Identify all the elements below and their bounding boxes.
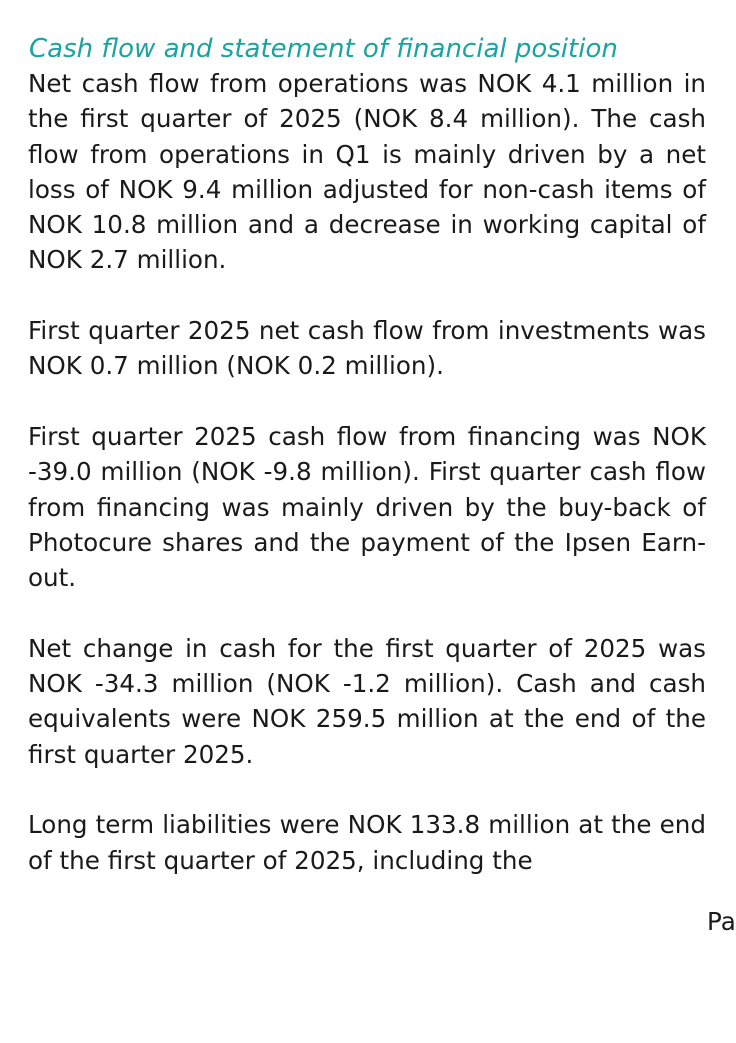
- section-body: [28, 66, 706, 878]
- paragraph-net-change-in-cash: Net change in cash for the first quarter of 2025 was NOK -34.3 million (NOK -1.2 million). Cash and cash equivalents were NOK 259.5 million at the end of the first quarter 2025.: [28, 633, 706, 769]
- paragraph-long-term-liabilities: Long term liabilities were NOK 133.8 million at the end of the first quarter of 2025, including the: [28, 810, 706, 875]
- paragraph-operations-cash-flow: Net cash flow from operations was NOK 4.1 million in the first quarter of 2025 (NOK 8.4 million). The cash flow from operations in Q1 is mainly driven by a net loss of NOK 9.4 million adjusted for non-cash items of NOK 10.8 million and a decrease in working capital of NOK 2.7 million.: [28, 69, 706, 275]
- section-heading: Cash flow and statement of financial position: [29, 34, 618, 64]
- paragraph-investments-cash-flow: First quarter 2025 net cash flow from investments was NOK 0.7 million (NOK 0.2 million).: [28, 316, 706, 381]
- paragraph-financing-cash-flow: First quarter 2025 cash flow from financing was NOK -39.0 million (NOK -9.8 million). First quarter cash flow from financing was mainly driven by the buy-back of Photocure shares and the payment of the Ipsen Earn-out.: [28, 421, 706, 593]
- page-number-label: Pa: [707, 907, 736, 936]
